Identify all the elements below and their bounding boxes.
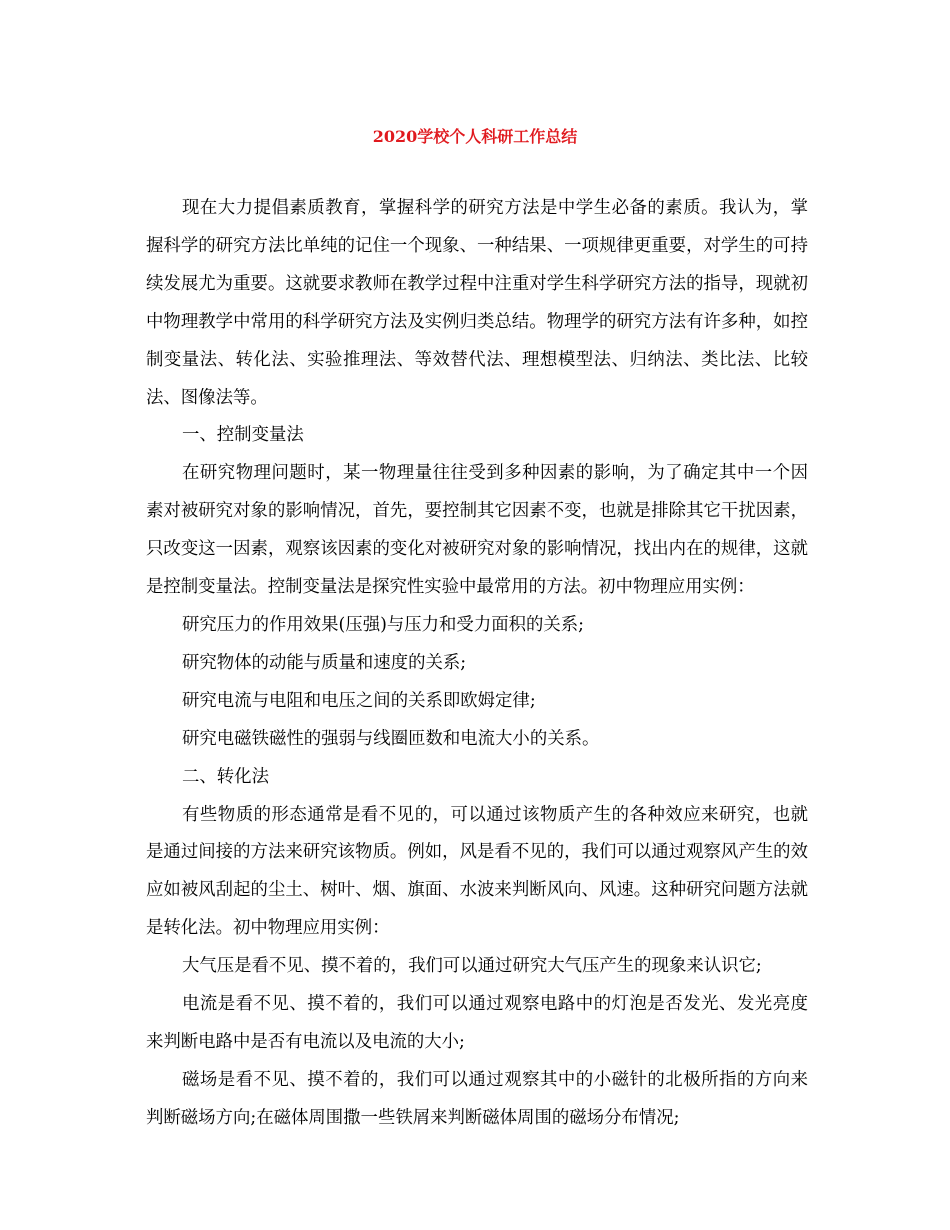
conversion-paragraph: 有些物质的形态通常是看不见的，可以通过该物质产生的各种效应来研究，也就是通过间接的方法来研究该物质。例如，风是看不见的，我们可以通过观察风产生的效应如被风刮起的尘土、树叶、烟、旗面、水波来判断风向、风速。这种研究问题方法就是转化法。初中物理应用实例： [146,804,808,939]
example-item: 研究压力的作用效果(压强)与压力和受力面积的关系; [182,614,585,635]
control-variable-paragraph: 在研究物理问题时，某一物理量往往受到多种因素的影响，为了确定其中一个因素对被研究对象的影响情况，首先，要控制其它因素不变，也就是排除其它干扰因素，只改变这一因素，观察该因素的变化对被研究对象的影响情况，找出内在的规律，这就是控制变量法。控制变量法是探究性实验中最常用的方法。初中物理应用实例： [146,463,808,598]
section-heading-conversion: 二、转化法 [182,766,269,787]
example-item: 研究电磁铁磁性的强弱与线圈匝数和电流大小的关系。 [182,728,600,749]
example-item: 研究物体的动能与质量和速度的关系; [182,652,467,673]
example-item: 电流是看不见、摸不着的，我们可以通过观察电路中的灯泡是否发光、发光亮度来判断电路中是否有电流以及电流的大小; [146,994,808,1052]
intro-paragraph: 现在大力提倡素质教育，掌握科学的研究方法是中学生必备的素质。我认为，掌握科学的研究方法比单纯的记住一个现象、一种结果、一项规律更重要，对学生的可持续发展尤为重要。这就要求教师在教学过程中注重对学生科学研究方法的指导，现就初中物理教学中常用的科学研究方法及实例归类总结。物理学的研究方法有许多种，如控制变量法、转化法、实验推理法、等效替代法、理想模型法、归纳法、类比法、比较法、图像法等。 [146,198,808,408]
document-body [146,190,808,1138]
example-item: 磁场是看不见、摸不着的，我们可以通过观察其中的小磁针的北极所指的方向来判断磁场方向;在磁体周围撒一些铁屑来判断磁体周围的磁场分布情况; [146,1069,808,1128]
section-heading-control-variable: 一、控制变量法 [182,425,304,446]
example-item: 大气压是看不见、摸不着的，我们可以通过研究大气压产生的现象来认识它; [182,956,762,977]
example-item: 研究电流与电阻和电压之间的关系即欧姆定律; [182,690,536,711]
document-title: 2020学校个人科研工作总结 [372,127,578,146]
